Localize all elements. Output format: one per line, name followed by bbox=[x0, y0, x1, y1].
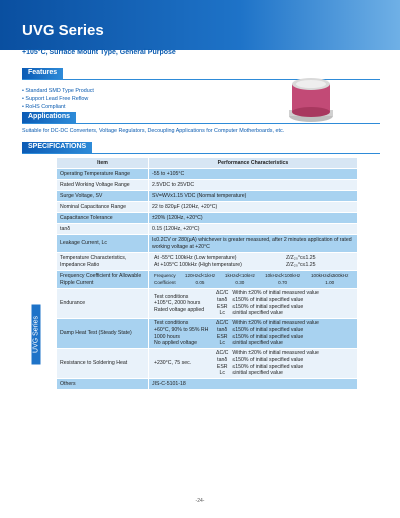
row-value: 22 to 820µF (120Hz, +20°C) bbox=[149, 202, 358, 213]
param-label: tanδ bbox=[217, 356, 228, 363]
impedance-condition: At +105°C 100kHz (High temperature) bbox=[154, 261, 242, 268]
impedance-value: Z/Z₂₀°c≤1.25 bbox=[286, 254, 316, 261]
table-row bbox=[57, 213, 358, 224]
applications-heading: Applications bbox=[22, 112, 76, 123]
row-label: Endurance bbox=[57, 289, 149, 319]
condition-line: No applied voltage bbox=[154, 340, 197, 347]
param-label: tanδ bbox=[217, 296, 228, 303]
row-value: -55 to +105°C bbox=[149, 169, 358, 180]
row-label: Surge Voltage, SV bbox=[57, 191, 149, 202]
table-row bbox=[57, 224, 358, 235]
row-label: Operating Temperature Range bbox=[57, 169, 149, 180]
table-row bbox=[57, 191, 358, 202]
row-label: Rated Working Voltage Range bbox=[57, 180, 149, 191]
param-value: ≤150% of initial specified value bbox=[232, 326, 304, 333]
specifications-heading: SPECIFICATIONS bbox=[22, 142, 92, 153]
header-performance: Performance Characteristics bbox=[149, 158, 358, 169]
frequency-band: 10kHz≤f<100kHz bbox=[265, 272, 301, 278]
feature-item: • Support Lead Free Reflow bbox=[22, 95, 94, 103]
row-value: 0.15 (120Hz, +20°C) bbox=[149, 224, 358, 235]
header-item: Item bbox=[57, 158, 149, 169]
table-row bbox=[57, 289, 358, 319]
param-value: Within ±20% of initial measured value bbox=[232, 320, 319, 327]
side-series-label: UVG Series bbox=[32, 305, 41, 365]
row-label: tanδ bbox=[57, 224, 149, 235]
page-number: -24- bbox=[195, 498, 205, 504]
specifications-rule bbox=[22, 153, 380, 154]
feature-item: • RoHS Compliant bbox=[22, 103, 94, 111]
frequency-grid bbox=[152, 273, 354, 286]
damp-heat-grid bbox=[152, 320, 354, 346]
impedance-value: Z/Z₂₀°c≤1.25 bbox=[286, 261, 316, 268]
features-list bbox=[22, 87, 94, 111]
frequency-band: 1kHz≤f<10kHz bbox=[224, 272, 255, 278]
row-value: 2.5VDC to 25VDC bbox=[149, 180, 358, 191]
param-value: ≤150% of initial specified value bbox=[232, 363, 304, 370]
table-row bbox=[57, 235, 358, 253]
table-row bbox=[57, 253, 358, 271]
param-value: ≤initial specified value bbox=[232, 370, 283, 377]
param-label: ESR bbox=[216, 363, 228, 370]
table-row bbox=[57, 202, 358, 213]
impedance-condition: At -55°C 100kHz (Low temperature) bbox=[154, 254, 237, 261]
param-value: ≤initial specified value bbox=[232, 310, 283, 317]
param-value: ≤150% of initial specified value bbox=[232, 333, 304, 340]
param-value: Within ±20% of initial measured value bbox=[232, 350, 319, 357]
param-label: ΔC/C bbox=[216, 350, 229, 357]
table-row bbox=[57, 379, 358, 390]
coefficient-value: 0.30 bbox=[235, 279, 245, 285]
condition-line: Test conditions bbox=[154, 293, 189, 300]
param-label: ESR bbox=[216, 303, 228, 310]
condition-line: 1000 hours bbox=[154, 333, 180, 340]
table-row bbox=[57, 180, 358, 191]
row-label: Leakage Current, Lc bbox=[57, 235, 149, 253]
condition-line: Rated voltage applied bbox=[154, 306, 205, 313]
table-row bbox=[57, 319, 358, 349]
table-header-row bbox=[57, 158, 358, 169]
features-heading: Features bbox=[22, 68, 63, 79]
table-row bbox=[57, 169, 358, 180]
row-value: ±20% (120Hz, +20°C) bbox=[149, 213, 358, 224]
table-row bbox=[57, 271, 358, 289]
series-title: UVG Series bbox=[22, 22, 104, 39]
coefficient-value: 0.70 bbox=[278, 279, 288, 285]
param-value: ≤150% of initial specified value bbox=[232, 296, 304, 303]
frequency-band: 120Hz≤f<1kHz bbox=[184, 272, 216, 278]
param-label: tanδ bbox=[217, 326, 228, 333]
param-label: Lc bbox=[219, 370, 225, 377]
table-row bbox=[57, 349, 358, 379]
impedance-grid bbox=[152, 255, 354, 268]
condition-line: +105°C, 2000 hours bbox=[154, 300, 201, 307]
capacitor-image bbox=[286, 72, 336, 124]
series-subtitle: +105°C, Surface Mount Type, General Purpose bbox=[22, 49, 176, 56]
param-value: ≤150% of initial specified value bbox=[232, 356, 304, 363]
param-label: ΔC/C bbox=[216, 290, 229, 297]
param-value: ≤150% of initial specified value bbox=[232, 303, 304, 310]
condition-line: +230°C, 75 sec. bbox=[154, 360, 192, 367]
row-label: Capacitance Tolerance bbox=[57, 213, 149, 224]
param-label: ΔC/C bbox=[216, 320, 229, 327]
frequency-header: Frequency bbox=[154, 272, 176, 278]
row-label: Frequency Coefficient for Allowable Ripple Current bbox=[57, 271, 149, 289]
row-label: Others bbox=[57, 379, 149, 390]
coefficient-header: Coefficient bbox=[154, 279, 176, 285]
row-value: JIS-C-5101-18 bbox=[149, 379, 358, 390]
param-label: Lc bbox=[219, 310, 225, 317]
row-value: SV=WVx1.15 VDC (Normal temperature) bbox=[149, 191, 358, 202]
param-label: ESR bbox=[216, 333, 228, 340]
row-label: Temperature Characteristics, Impedance Ratio bbox=[57, 253, 149, 271]
feature-item: • Standard SMD Type Product bbox=[22, 87, 94, 95]
applications-rule bbox=[22, 123, 380, 124]
param-value: Within ±20% of initial measured value bbox=[232, 290, 319, 297]
row-label: Damp Heat Test (Steady State) bbox=[57, 319, 149, 349]
condition-line: +60°C, 90% to 95% RH bbox=[154, 326, 209, 333]
soldering-grid bbox=[152, 350, 354, 376]
applications-text: Suitable for DC-DC Converters, Voltage Regulators, Decoupling Applications for Computer Motherboards, etc. bbox=[22, 128, 285, 134]
param-value: ≤initial specified value bbox=[232, 340, 283, 347]
row-value: I≤0.2CV or 280(µA) whichever is greater measured, after 2 minutes application of rated working voltage at +20°C bbox=[149, 235, 358, 253]
condition-line: Test conditions bbox=[154, 320, 189, 327]
row-label: Nominal Capacitance Range bbox=[57, 202, 149, 213]
coefficient-value: 1.00 bbox=[325, 279, 335, 285]
endurance-grid bbox=[152, 290, 354, 316]
specifications-table bbox=[56, 157, 358, 390]
frequency-band: 100kHz≤f≤500kHz bbox=[310, 272, 349, 278]
row-label: Resistance to Soldering Heat bbox=[57, 349, 149, 379]
param-label: Lc bbox=[219, 340, 225, 347]
coefficient-value: 0.05 bbox=[195, 279, 205, 285]
